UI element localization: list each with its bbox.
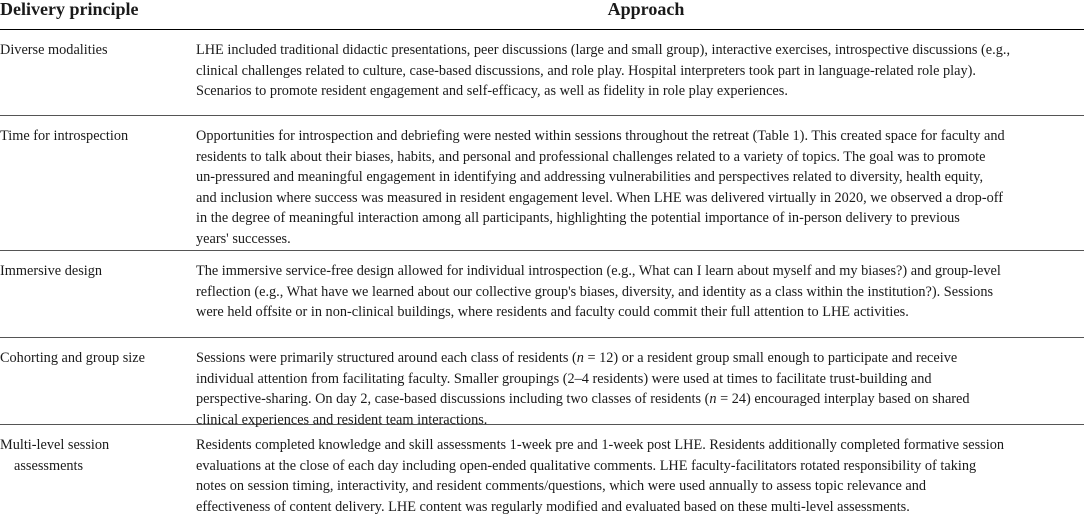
approach-line: residents to talk about their biases, habits, and personal and professional challenges related to a variety of topics. The goal was to promote bbox=[196, 148, 986, 165]
approach-cell bbox=[196, 251, 1084, 326]
principle-text: Diverse modalities bbox=[0, 42, 108, 58]
approach-line: in the degree of meaningful interaction among all participants, highlighting the potential importance of in-person delivery to previous bbox=[196, 210, 960, 227]
table-row bbox=[0, 251, 1084, 338]
approach-line: clinical challenges related to culture, case-based discussions, and role play. Hospital interpreters took part in language-related role play). bbox=[196, 62, 976, 79]
table-row bbox=[0, 338, 1084, 428]
principle-cell bbox=[0, 261, 185, 282]
approach-line: years' successes. bbox=[196, 230, 291, 247]
approach-line: The immersive service-free design allowed for individual introspection (e.g., What can I learn about myself and my biases?) and group-level bbox=[196, 263, 1001, 279]
header-delivery-principle: Delivery principle bbox=[0, 0, 139, 19]
principle-text: Multi-level session bbox=[0, 437, 110, 453]
approach-line: perspective-sharing. On day 2, case-based discussions including two classes of residents (n = 24) encouraged interplay based on shared bbox=[196, 391, 970, 408]
principle-text: Time for introspection bbox=[0, 128, 129, 144]
approach-cell bbox=[196, 425, 1084, 520]
approach-line: effectiveness of content delivery. LHE content was regularly modified and evaluated based on these multi-level assessments. bbox=[196, 498, 910, 515]
approach-line: Scenarios to promote resident engagement and self-efficacy, as well as fidelity in role play experiences. bbox=[196, 83, 788, 100]
approach-line: reflection (e.g., What have we learned about our collective group's biases, diversity, and identity as a class within the institution?). Sessions bbox=[196, 283, 994, 300]
approach-line: clinical experiences and resident team interactions. bbox=[196, 411, 488, 428]
approach-line: individual attention from facilitating faculty. Smaller groupings (2–4 residents) were used at times to facilitate trust-building and bbox=[196, 370, 932, 387]
principle-text-continued: assessments bbox=[14, 457, 84, 474]
approach-cell bbox=[196, 116, 1084, 253]
principle-cell bbox=[0, 126, 185, 147]
table-header bbox=[0, 0, 1084, 30]
approach-cell bbox=[196, 30, 1084, 105]
approach-line: Residents completed knowledge and skill assessments 1-week pre and 1-week post LHE. Residents additionally completed formative session bbox=[196, 437, 1004, 453]
approach-line: LHE included traditional didactic presentations, peer discussions (large and small group), interactive exercises, introspective discussions (e.g., bbox=[196, 42, 1011, 58]
principle-cell bbox=[0, 40, 185, 61]
principle-cell bbox=[0, 435, 185, 476]
approach-line: and inclusion where success was measured in resident engagement level. When LHE was delivered virtually in 2020, we observed a drop-off bbox=[196, 189, 1003, 206]
principle-text: Immersive design bbox=[0, 263, 103, 279]
approach-line: were held offsite or in non-clinical buildings, where residents and faculty could commit their full attention to LHE activities. bbox=[196, 304, 909, 321]
table-row bbox=[0, 116, 1084, 251]
principle-cell bbox=[0, 348, 185, 369]
table-row bbox=[0, 30, 1084, 116]
approach-line: un-pressured and meaningful engagement in identifying and addressing vulnerabilities and perspectives related to diversity, health equity, bbox=[196, 169, 984, 186]
approach-line: Sessions were primarily structured around each class of residents (n = 12) or a resident group small enough to participate and receive bbox=[196, 350, 958, 366]
approach-line: evaluations at the close of each day including open-ended qualitative comments. LHE faculty-facilitators rotated responsibility of taking bbox=[196, 457, 977, 474]
principle-text: Cohorting and group size bbox=[0, 350, 145, 366]
table-row bbox=[0, 425, 1084, 515]
approach-line: Opportunities for introspection and debriefing were nested within sessions throughout the retreat (Table 1). This created space for faculty and bbox=[196, 128, 1005, 144]
approach-cell bbox=[196, 338, 1084, 433]
header-approach: Approach bbox=[607, 0, 685, 19]
approach-line: notes on session timing, interactivity, and resident comments/questions, which were used annually to assess topic relevance and bbox=[196, 478, 927, 495]
